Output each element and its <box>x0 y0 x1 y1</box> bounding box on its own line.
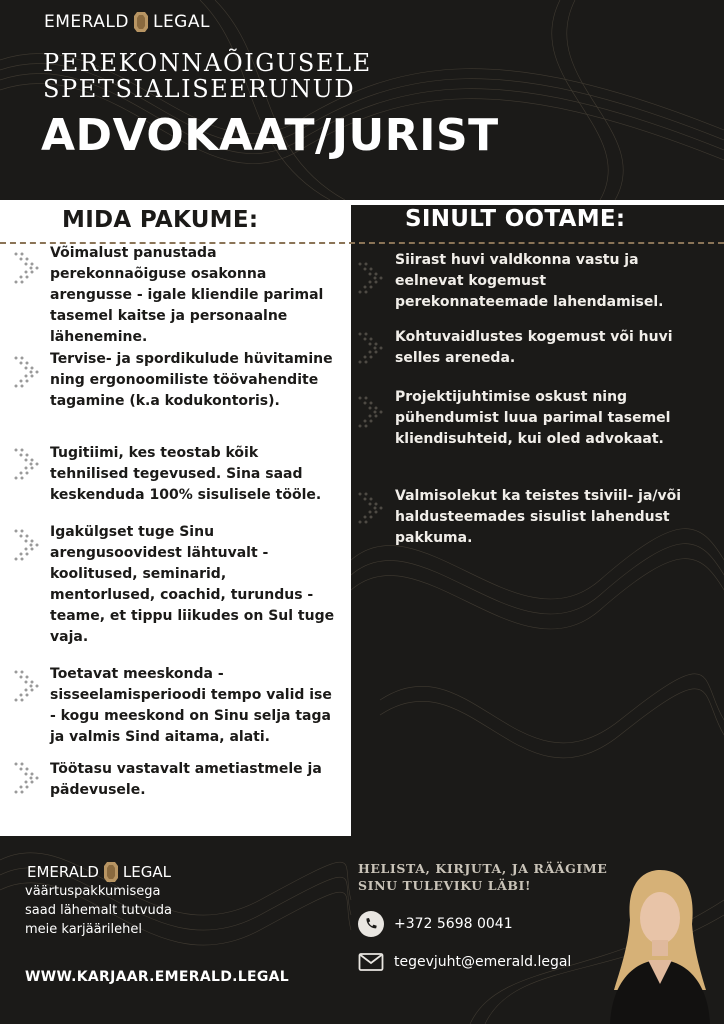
offer-item-4: Igakülgset tuge Sinu arengusoovidest lähtuvalt - koolitused, seminarid, mentorlused, coachid, turundus - teame, et tippu liikudes on Sul tuge vaja. <box>50 524 335 645</box>
phone-contact[interactable] <box>358 911 513 937</box>
offer-item-3: Tugitiimi, kes teostab kõik tehnilised tegevused. Sina saad keskenduda 100% sisulisele tööle. <box>50 445 322 503</box>
chevron-arrow-icon <box>12 525 42 565</box>
email-address: tegevjuht@emerald.legal <box>394 954 572 970</box>
subtitle-line-1: PEREKONNAÕIGUSELE <box>43 49 372 77</box>
expect-item-2: Kohtuvaidlustes kogemust või huvi selles areneda. <box>395 329 673 366</box>
offer-item-2: Tervise- ja spordikulude hüvitamine ning ergonoomiliste töövahendite tagamine (k.a kodukontoris). <box>50 351 333 409</box>
email-contact[interactable] <box>358 949 571 975</box>
brand-name-right: LEGAL <box>152 12 210 32</box>
chevron-arrow-icon <box>12 352 42 392</box>
footer-brand-logo[interactable] <box>27 862 171 882</box>
expect-item-4: Valmisolekut ka teistes tsiviil- ja/või haldusteemades sisulist lahendust pakkuma. <box>395 488 682 546</box>
career-note-line-3: meie karjäärilehel <box>25 922 142 937</box>
career-note-line-2: saad lähemalt tutvuda <box>25 903 172 918</box>
chevron-arrow-icon <box>12 758 42 798</box>
job-subtitle <box>43 50 372 102</box>
chevron-arrow-icon <box>356 488 386 528</box>
subtitle-line-2: SPETSIALISEERUNUD <box>43 75 356 103</box>
career-note-line-1: väärtuspakkumisega <box>25 884 161 899</box>
chevron-arrow-icon <box>12 666 42 706</box>
cta-line-2: SINU TULEVIKU LÄBI! <box>358 878 532 893</box>
job-title: ADVOKAAT/JURIST <box>41 110 499 161</box>
chevron-arrow-icon <box>356 392 386 432</box>
emerald-logo-mark-icon <box>134 12 148 32</box>
offer-heading: MIDA PAKUME: <box>62 207 259 233</box>
phone-number: +372 5698 0041 <box>394 916 513 932</box>
chevron-arrow-icon <box>12 248 42 288</box>
phone-icon <box>358 911 384 937</box>
chevron-arrow-icon <box>356 328 386 368</box>
career-page-note <box>25 882 225 939</box>
call-to-action <box>358 860 618 894</box>
career-website-link[interactable]: WWW.KARJAAR.EMERALD.LEGAL <box>25 969 289 985</box>
top-divider-strip <box>351 200 724 205</box>
expect-item-1: Siirast huvi valdkonna vastu ja eelnevat kogemust perekonnateemade lahendamisel. <box>395 252 664 310</box>
expect-item-3: Projektijuhtimise oskust ning pühendumist luua parimal tasemel kliendisuhteid, kui oled advokaat. <box>395 389 671 447</box>
cta-line-1: HELISTA, KIRJUTA, JA RÄÄGIME <box>358 861 608 876</box>
expect-heading: SINULT OOTAME: <box>405 206 626 232</box>
offer-item-6: Töötasu vastavalt ametiastmele ja pädevusele. <box>50 761 322 798</box>
offer-item-1: Võimalust panustada perekonnaõiguse osakonna arengusse - igale kliendile parimal tasemel kaitse ja personaalne lähenemine. <box>50 245 324 345</box>
footer-brand-name-left: EMERALD <box>27 863 99 881</box>
mail-icon <box>358 949 384 975</box>
emerald-logo-mark-icon <box>104 862 118 882</box>
footer-brand-name-right: LEGAL <box>122 863 171 881</box>
brand-name-left: EMERALD <box>44 12 129 32</box>
offer-item-5: Toetavat meeskonda - sisseelamisperioodi tempo valid ise - kogu meeskond on Sinu selja taga ja valmis Sind aitama, alati. <box>50 666 332 745</box>
recruiter-portrait-image <box>596 860 724 1024</box>
chevron-arrow-icon <box>356 258 386 298</box>
chevron-arrow-icon <box>12 444 42 484</box>
header <box>0 0 724 200</box>
brand-logo[interactable] <box>44 12 210 32</box>
